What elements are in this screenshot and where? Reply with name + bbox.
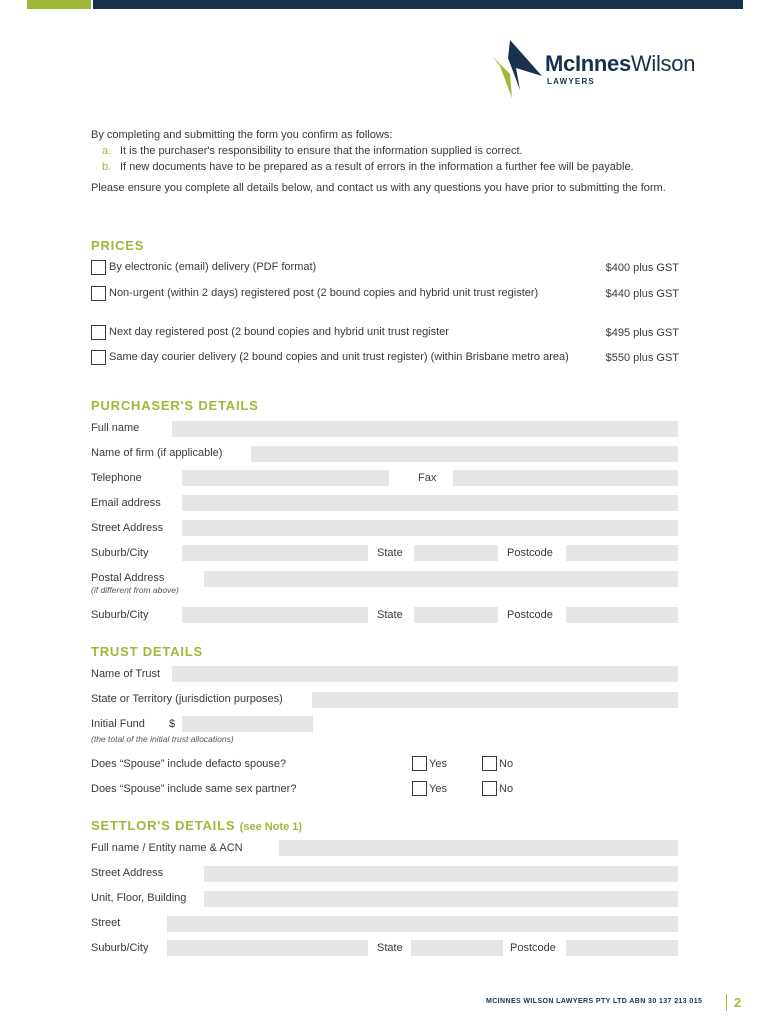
logo-subtitle: LAWYERS xyxy=(547,77,595,86)
settlor-unit-field[interactable] xyxy=(204,891,678,907)
price-desc: By electronic (email) delivery (PDF format) xyxy=(109,261,317,273)
price-checkbox[interactable] xyxy=(91,350,106,365)
logo-mark-icon xyxy=(490,38,546,100)
fax-label: Fax xyxy=(418,472,437,484)
trust-name-label: Name of Trust xyxy=(91,668,161,680)
jurisdiction-field[interactable] xyxy=(312,692,678,708)
no-label: No xyxy=(499,758,514,770)
settlor-unit-label: Unit, Floor, Building xyxy=(91,892,187,904)
footer-text: MCINNES WILSON LAWYERS PTY LTD ABN 30 137 213 015 xyxy=(486,998,703,1005)
telephone-field[interactable] xyxy=(182,470,389,486)
settlor-street2-label: Street xyxy=(91,917,121,929)
trust-name-field[interactable] xyxy=(172,666,678,682)
intro-item: a. It is the purchaser's responsibility to ensure that the information supplied is correct. xyxy=(102,145,523,157)
logo xyxy=(490,38,720,100)
suburb2-label: Suburb/City xyxy=(91,609,149,621)
price-amount: $440 plus GST xyxy=(605,288,679,300)
intro-list xyxy=(91,143,681,175)
settlor-postcode-label: Postcode xyxy=(510,942,556,954)
price-checkbox[interactable] xyxy=(91,260,106,275)
suburb-label: Suburb/City xyxy=(91,547,149,559)
email-label: Email address xyxy=(91,497,161,509)
fund-note: (the total of the initial trust allocations) xyxy=(91,734,234,744)
header-bar-navy xyxy=(93,0,743,9)
trust-title: TRUST DETAILS xyxy=(91,644,203,659)
settlor-suburb-label: Suburb/City xyxy=(91,942,149,954)
email-field[interactable] xyxy=(182,495,678,511)
intro-text xyxy=(91,127,681,196)
postcode2-label: Postcode xyxy=(507,609,553,621)
no-label: No xyxy=(499,783,514,795)
fund-field[interactable] xyxy=(182,716,313,732)
samesex-no-checkbox[interactable] xyxy=(482,781,497,796)
postal-field[interactable] xyxy=(204,571,678,587)
price-amount: $400 plus GST xyxy=(605,262,679,274)
fax-field[interactable] xyxy=(453,470,678,486)
state2-label: State xyxy=(377,609,403,621)
full-name-label: Full name xyxy=(91,422,140,434)
fund-dollar: $ xyxy=(169,718,176,730)
price-amount: $495 plus GST xyxy=(605,327,679,339)
intro-line1: By completing and submitting the form you confirm as follows: xyxy=(91,129,393,141)
yes-label: Yes xyxy=(429,758,447,770)
street-label: Street Address xyxy=(91,522,164,534)
price-desc: Non-urgent (within 2 days) registered post (2 bound copies and hybrid unit trust register) xyxy=(109,287,539,299)
street-field[interactable] xyxy=(182,520,678,536)
settlor-street2-field[interactable] xyxy=(167,916,678,932)
price-desc: Next day registered post (2 bound copies and hybrid unit trust register xyxy=(109,326,449,338)
prices-title: PRICES xyxy=(91,238,145,253)
full-name-field[interactable] xyxy=(172,421,678,437)
state-label: State xyxy=(377,547,403,559)
settlor-name-field[interactable] xyxy=(279,840,678,856)
telephone-label: Telephone xyxy=(91,472,142,484)
jurisdiction-label: State or Territory (jurisdiction purposes) xyxy=(91,693,283,705)
firm-field[interactable] xyxy=(251,446,678,462)
settlor-title: SETTLOR'S DETAILS (see Note 1) xyxy=(91,818,303,833)
intro-item: b. If new documents have to be prepared as a result of errors in the information a further fee will be payable. xyxy=(102,161,634,173)
firm-label: Name of firm (if applicable) xyxy=(91,447,223,459)
price-amount: $550 plus GST xyxy=(605,352,679,364)
fund-label: Initial Fund xyxy=(91,718,145,730)
postcode-label: Postcode xyxy=(507,547,553,559)
footer-divider xyxy=(726,994,727,1011)
settlor-street-field[interactable] xyxy=(204,866,678,882)
yes-label: Yes xyxy=(429,783,447,795)
state-field[interactable] xyxy=(414,545,498,561)
purchaser-title: PURCHASER'S DETAILS xyxy=(91,398,259,413)
postcode-field[interactable] xyxy=(566,545,678,561)
suburb2-field[interactable] xyxy=(182,607,368,623)
settlor-name-label: Full name / Entity name & ACN xyxy=(91,842,243,854)
settlor-postcode-field[interactable] xyxy=(566,940,678,956)
spouse-defacto-label: Does “Spouse” include defacto spouse? xyxy=(91,758,287,770)
spouse-samesex-label: Does “Spouse” include same sex partner? xyxy=(91,783,297,795)
logo-name: McInnesWilson xyxy=(545,51,696,76)
price-checkbox[interactable] xyxy=(91,286,106,301)
defacto-no-checkbox[interactable] xyxy=(482,756,497,771)
page-number: 2 xyxy=(734,995,742,1010)
settlor-state-label: State xyxy=(377,942,403,954)
defacto-yes-checkbox[interactable] xyxy=(412,756,427,771)
settlor-street-label: Street Address xyxy=(91,867,164,879)
intro-line2: Please ensure you complete all details below, and contact us with any questions you have prior to submitting the form. xyxy=(91,182,666,194)
postal-label: Postal Address xyxy=(91,572,165,584)
settlor-state-field[interactable] xyxy=(411,940,503,956)
state2-field[interactable] xyxy=(414,607,498,623)
price-checkbox[interactable] xyxy=(91,325,106,340)
samesex-yes-checkbox[interactable] xyxy=(412,781,427,796)
price-desc: Same day courier delivery (2 bound copies and unit trust register) (within Brisbane metro area) xyxy=(109,351,569,363)
suburb-field[interactable] xyxy=(182,545,368,561)
settlor-suburb-field[interactable] xyxy=(167,940,368,956)
postcode2-field[interactable] xyxy=(566,607,678,623)
postal-note: (if different from above) xyxy=(91,585,179,595)
header-bar-green xyxy=(27,0,91,9)
